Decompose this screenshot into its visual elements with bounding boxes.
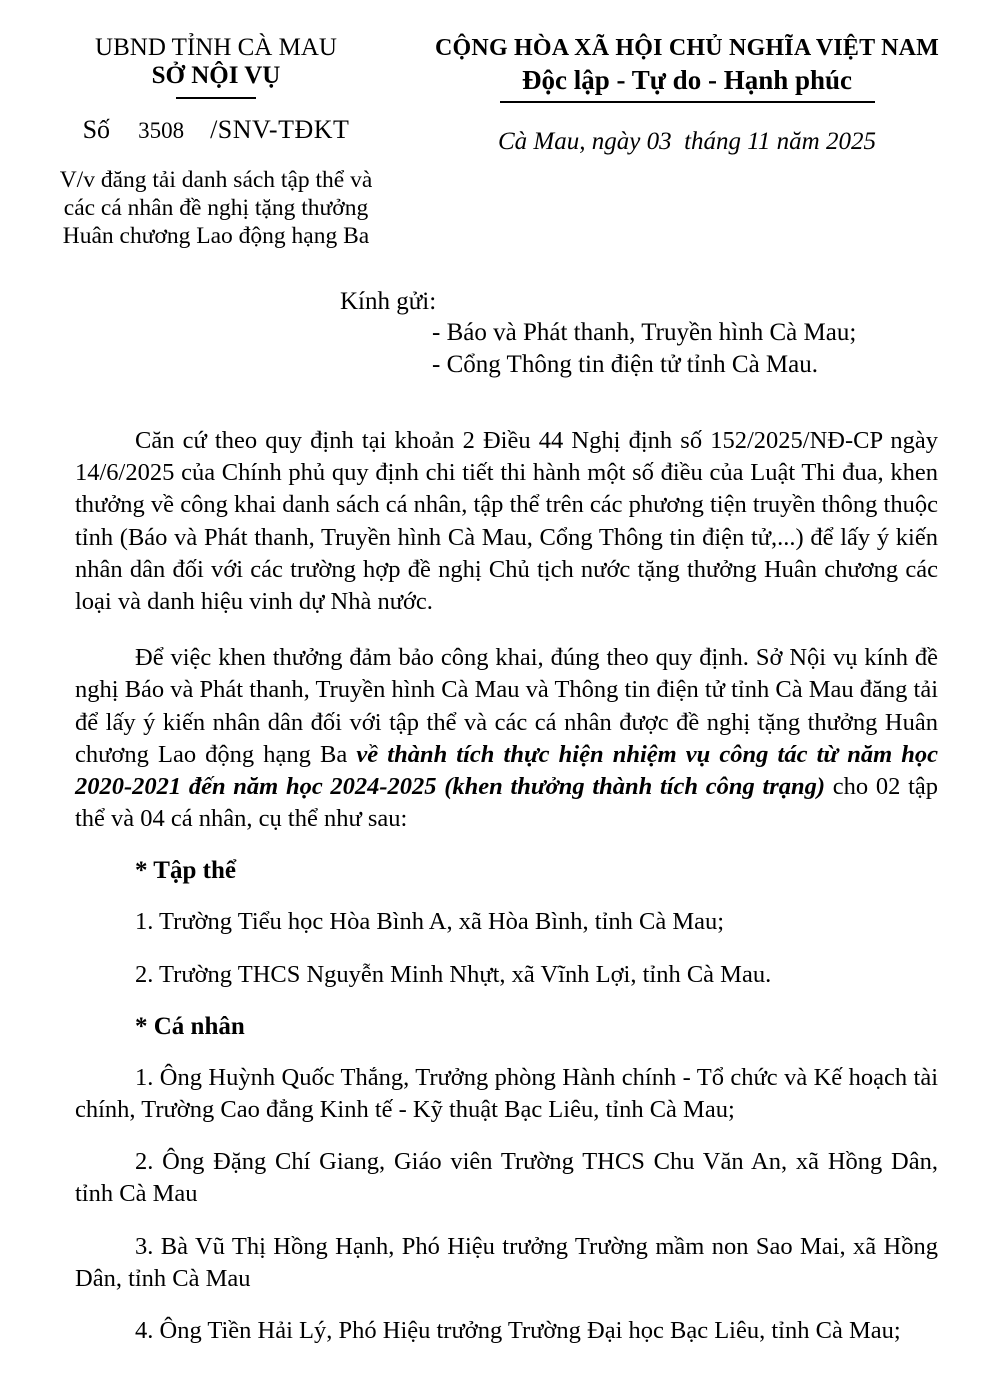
document-subject [40,166,392,250]
issuing-agency-block [40,34,392,250]
collective-item: 1. Trường Tiểu học Hòa Bình A, xã Hòa Bình, tỉnh Cà Mau; [135,908,725,936]
subject-line-2: các cá nhân đề nghị tặng thưởng [63,195,369,221]
recipient-item: - Báo và Phát thanh, Truyền hình Cà Mau; [432,319,857,346]
document-number-suffix: /SNV-TĐKT [210,115,350,144]
agency-underline [176,97,256,99]
letter-header [40,34,970,250]
individual-item: 3. Bà Vũ Thị Hồng Hạnh, Phó Hiệu trưởng Trường mầm non Sao Mai, xã Hồng Dân, tỉnh Cà Mau [75,1232,938,1292]
individual-item: 2. Ông Đặng Chí Giang, Giáo viên Trường THCS Chu Văn An, xã Hồng Dân, tỉnh Cà Mau [75,1148,938,1208]
individual-item: 1. Ông Huỳnh Quốc Thắng, Trưởng phòng Hành chính - Tổ chức và Kế hoạch tài chính, Trường Cao đẳng Kinh tế - Kỹ thuật Bạc Liêu, tỉnh Cà Mau; [75,1063,938,1124]
document-number-value: 3508 [138,118,185,143]
national-header-block [404,34,970,156]
paragraph-request-emphasis: về thành tích thực hiện nhiệm vụ công tác từ năm học 2020-2021 đến năm học 2024-2025 (khen thưởng thành tích công trạng) [75,740,938,801]
individual-item: 4. Ông Tiền Hải Lý, Phó Hiệu trưởng Trường Đại học Bạc Liêu, tỉnh Cà Mau; [135,1317,901,1345]
agency-name: SỞ NỘI VỤ [151,62,281,89]
section-title-individuals: * Cá nhân [135,1012,245,1040]
letter-body [75,286,938,1347]
document-number-row [40,114,392,146]
place-and-date: Cà Mau, ngày 03 tháng 11 năm 2025 [498,128,876,155]
recipient-list [432,317,938,381]
salutation: Kính gửi: [340,288,437,315]
paragraph-legal-basis: Căn cứ theo quy định tại khoản 2 Điều 44 Nghị định số 152/2025/NĐ-CP ngày 14/6/2025 của Chính phủ quy định chi tiết thi hành một số điều của Luật Thi đua, khen thưởng về công khai danh sách cá nhân, tập thể trên các phương tiện truyền thông thuộc tỉnh (Báo và Phát thanh, Truyền hình Cà Mau, Cổng Thông tin điện tử,...) để lấy ý kiến nhân dân đối với các trường hợp đề nghị Chủ tịch nước tặng thưởng Huân chương các loại và danh hiệu vinh dự Nhà nước. [75,427,938,616]
document-number-label: Số [82,115,111,144]
paragraph-request-text-1: Để việc khen thưởng đảm bảo công khai, đúng theo quy định. Sở Nội vụ kính đề nghị Báo và Phát thanh, Truyền hình Cà Mau và Thông tin điện tử tỉnh Cà Mau đăng tải để lấy ý kiến nhân dân đối với tập thể và các cá nhân được đề nghị tặng thưởng Huân chương Lao động hạng Ba [75,644,938,768]
section-title-collectives: * Tập thể [135,857,236,885]
national-title: CỘNG HÒA XÃ HỘI CHỦ NGHĨA VIỆT NAM [435,35,939,61]
national-motto: Độc lập - Tự do - Hạnh phúc [521,65,853,95]
parent-agency-name: UBND TỈNH CÀ MAU [95,34,337,61]
motto-underline [500,101,875,103]
subject-line-3: Huân chương Lao động hạng Ba [62,223,370,249]
subject-line-1: V/v đăng tải danh sách tập thể và [59,167,373,193]
paragraph-request-text-2: cho 02 tập thể và 04 cá nhân, cụ thể như sau: [75,773,938,833]
recipient-item: - Cổng Thông tin điện tử tỉnh Cà Mau. [432,351,818,378]
paragraph-request [75,642,938,835]
collective-item: 2. Trường THCS Nguyễn Minh Nhựt, xã Vĩnh Lợi, tỉnh Cà Mau. [135,960,772,988]
